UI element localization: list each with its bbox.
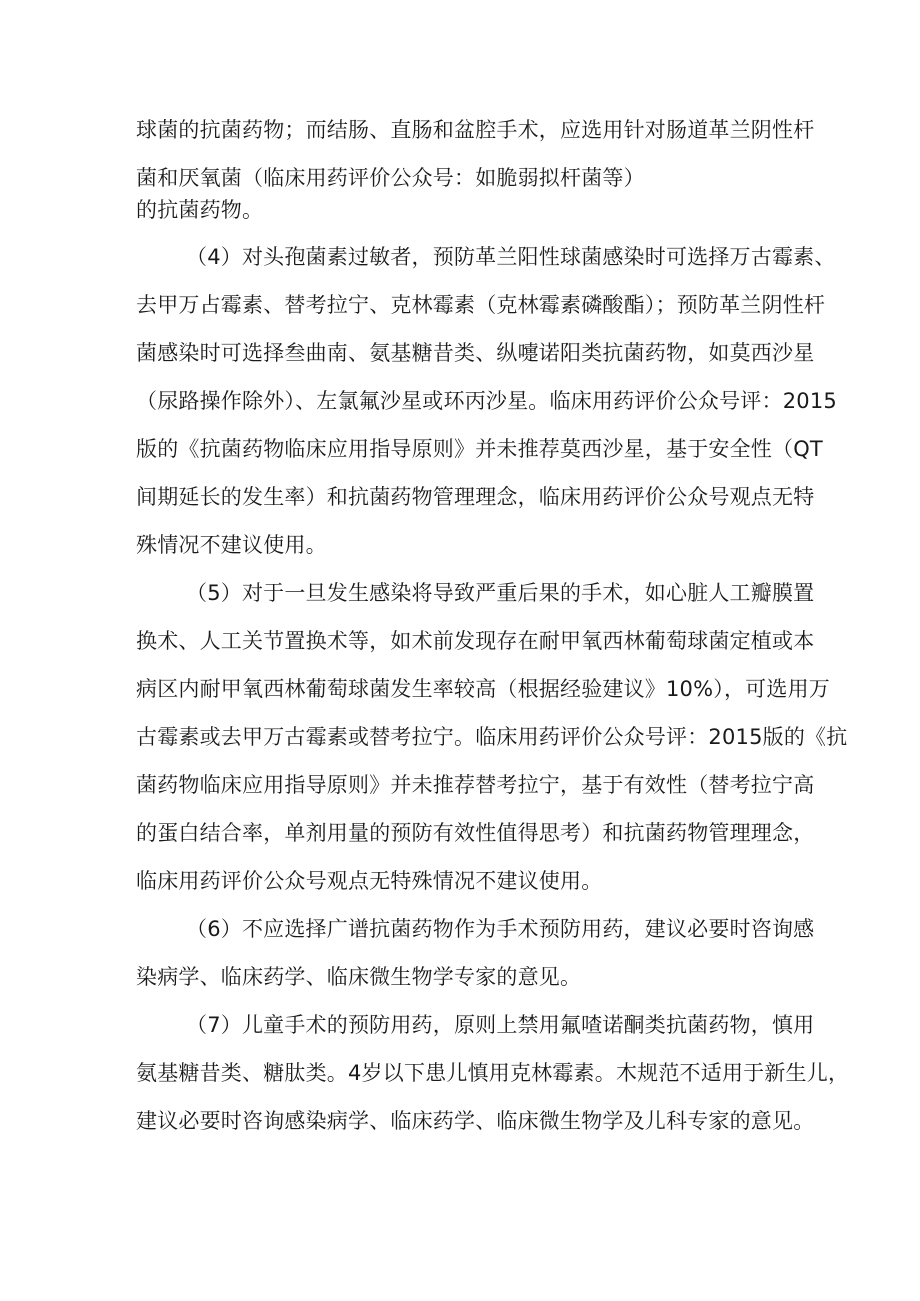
text-line: 版的《抗菌药物临床应用指导原则》并未推荐莫西沙星，基于安全性（QT (136, 437, 823, 461)
text-line: 氨基糖昔类、糖肽类。4岁以下患儿慎用克林霉素。木规范不适用于新生儿， (136, 1061, 850, 1085)
text-line: 染病学、临床药学、临床微生物学专家的意见。 (136, 965, 582, 989)
text-line: 临床用药评价公众号观点无特殊情况不建议使用。 (136, 869, 603, 893)
text-line: 病区内耐甲氧西林葡萄球菌发生率较高（根据经验建议》10%），可选用万 (136, 677, 830, 701)
text-line: 球菌的抗菌药物；而结肠、直肠和盆腔手术，应选用针对肠道革兰阴性杆 (136, 118, 815, 142)
text-line: 菌感染时可选择叁曲南、氨基糖昔类、纵嚏诺阳类抗菌药物，如莫西沙星 (136, 341, 815, 365)
text-line: 去甲万占霉素、替考拉宁、克林霉素（克林霉素磷酸酯）；预防革兰阴性杆 (136, 293, 826, 317)
text-line: 换术、人工关节置换术等，如术前发现存在耐甲氧西林葡萄球菌定植或本 (136, 629, 815, 653)
text-line: 间期延长的发生率）和抗菌药物管理理念，临床用药评价公众号观点无特 (136, 485, 815, 509)
text-line: 殊情况不建议使用。 (136, 533, 327, 557)
paragraph-4-start: （4）对头孢菌素过敏者，预防革兰阳性球菌感染时可选择万古霉素、 (186, 245, 836, 269)
text-line: 菌和厌氧菌（临床用药评价公众号：如脆弱拟杆菌等） (136, 166, 645, 190)
text-line: 的抗菌药物。 (136, 198, 264, 222)
paragraph-5-start: （5）对于一旦发生感染将导致严重后果的手术，如心脏人工瓣膜置 (186, 581, 815, 605)
paragraph-6-start: （6）不应选择广谱抗菌药物作为手术预防用药，建议必要时咨询感 (186, 917, 815, 941)
text-line: （尿路操作除外）、左氯氟沙星或环丙沙星。临床用药评价公众号评：2015 (136, 389, 837, 413)
text-line: 的蛋白结合率，单剂用量的预防有效性值得思考）和抗菌药物管理理念， (136, 821, 815, 845)
text-line: 菌药物临床应用指导原则》并未推荐替考拉宁，基于有效性（替考拉宁高 (136, 773, 815, 797)
text-line: 建议必要时咨询感染病学、临床药学、临床微生物学及儿科专家的意见。 (136, 1109, 815, 1133)
text-line: 古霉素或去甲万古霉素或替考拉宁。临床用药评价公众号评：2015版的《抗 (136, 725, 848, 749)
paragraph-7-start: （7）儿童手术的预防用药，原则上禁用氟喳诺酮类抗菌药物，慎用 (186, 1013, 815, 1037)
